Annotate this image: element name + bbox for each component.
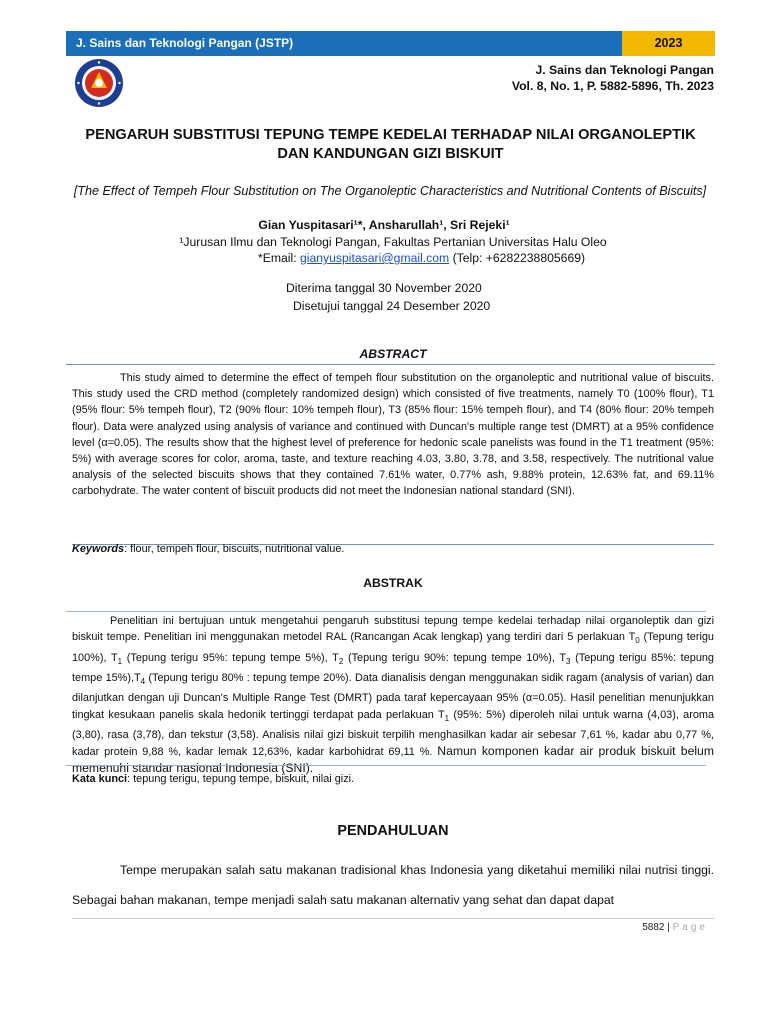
approved-date: Disetujui tanggal 24 Desember 2020 — [293, 299, 491, 313]
affiliation: ¹Jurusan Ilmu dan Teknologi Pangan, Fakultas Pertanian Universitas Halu Oleo — [179, 235, 607, 249]
paper-title — [66, 126, 715, 164]
year-text: 2023 — [654, 36, 683, 50]
kata-kunci-label: Kata kunci — [72, 773, 128, 785]
kata-kunci-line — [72, 773, 354, 785]
abstrak-heading: ABSTRAK — [363, 576, 423, 590]
university-logo — [74, 58, 124, 108]
abstract-body — [72, 370, 714, 500]
introduction-text: Tempe merupakan salah satu makanan tradisional khas Indonesia yang diketahui memiliki nilai nutrisi tinggi. Sebagai bahan makanan, tempe menjadi salah satu makanan alternativ yang sehat dan dapat dapat — [72, 863, 714, 907]
journal-info — [512, 62, 714, 94]
paper-title-line2: DAN KANDUNGAN GIZI BISKUIT — [277, 146, 504, 162]
contact-line — [258, 251, 585, 265]
abstract-heading: ABSTRACT — [359, 347, 427, 361]
abstrak-bottom-rule — [66, 765, 706, 766]
journal-name: J. Sains dan Teknologi Pangan — [535, 63, 714, 77]
author-list: Gian Yuspitasari¹*, Ansharullah¹, Sri Rejeki¹ — [258, 218, 510, 232]
abstract-text: This study aimed to determine the effect of tempeh flour substitution on the organoleptic and nutritional value of biscuits. This study used the CRD method (completely randomized design) which consisted of five treatments, namely T0 (100% flour), T1 (95% flour: 5% tempeh flour), T2 (90% flour: 10% tempeh flour), T3 (85% flour: 15% tempeh flour), and T4 (80% flour: 20% tempeh flour). Data were analyzed using analysis of variance and continued with Duncan's multiple range test (DMRT) at a 95% confidence level (α=0.05). The results show that the highest level of preference for hedonic scale panelists was found in the T1 treatment (95%: 5%) with average scores for color, aroma, taste, and texture reaching 4.03, 3.80, 3.78, and 3.58, respectively. The nutritional value analysis of the selected biscuits shows that they contained 7.61% water, 0.77% ash, 9.88% protein, 12.63% fat, and 69.11% carbohydrate. The water content of biscuit products did not meet the Indonesian national standard (SNI). — [72, 372, 714, 498]
footer-rule — [72, 918, 714, 919]
keywords-label: Keywords — [72, 543, 125, 555]
section-heading-introduction: PENDAHULUAN — [337, 823, 449, 839]
paper-title-english: [The Effect of Tempeh Flour Substitution on The Organoleptic Characteristics and Nutritional Contents of Biscuits] — [73, 184, 707, 198]
page-number-value: 5882 — [642, 922, 665, 933]
page-label: Page — [672, 922, 708, 933]
phone-text: (Telp: +6282238805669) — [449, 251, 586, 265]
journal-header-text: J. Sains dan Teknologi Pangan (JSTP) — [76, 36, 294, 50]
journal-volume: Vol. 8, No. 1, P. 5882-5896, Th. 2023 — [511, 79, 714, 93]
introduction-body — [72, 855, 714, 915]
received-date: Diterima tanggal 30 November 2020 — [286, 281, 482, 295]
paper-title-line1: PENGARUH SUBSTITUSI TEPUNG TEMPE KEDELAI TERHADAP NILAI ORGANOLEPTIK — [85, 127, 696, 143]
journal-header-bar — [66, 31, 622, 56]
abstrak-text: Penelitian ini bertujuan untuk mengetahui pengaruh substitusi tepung tempe kedelai terhadap nilai organoleptik dan gizi biskuit tempe. Penelitian ini menggunakan metodel RAL (Rancangan Acak lengkap) yang terdiri dari 5 perlakuan $T_0$ (Tepung terigu 100%), $T_1$ (Tepung terigu 95%: tepung tempe 5%), $T_2$ (Tepung terigu 90%: tepung tempe 10%), $T_3$ (Tepung terigu 85%: tepung tempe $15\%),T_4$ (Tepung terigu 80% : tepung tempe 20%). Data dianalisis dengan menggunakan sidik ragam (analysis of varian) dan dilanjutkan dengan uji Duncan's Multiple Range Test (DMRT) pada taraf kepercayaan 95% (α=0.05). Hasil penelitian menunjukkan tingkat kesukaan panelis skala hedonik tertinggi terdapat pada perlakuan $T_1$ (95%: 5%) diperoleh nilai untuk warna (4,03), aroma (3,80), rasa (3,78), dan tekstur (3,58). Analisis nilai gizi biskuit terpilih menghasilkan kadar air sebesar 7,61 %, kadar abu 0,77 %, kadar protein 9,88 %, kadar lemak 12,63%, kadar karbohidrat 69,11 %. Namun komponen kadar air produk biskuit belum memenuhi standar nasional Indonesia (SNI). — [72, 615, 715, 776]
keywords-line — [72, 543, 344, 555]
email-label: *Email: — [258, 251, 300, 265]
abstrak-top-rule — [66, 611, 706, 612]
abstrak-body — [72, 613, 714, 778]
email-link[interactable]: gianyuspitasari@gmail.com — [300, 251, 450, 265]
year-badge — [622, 31, 715, 56]
abstract-top-rule — [66, 364, 715, 365]
keywords-text: : flour, tempeh flour, biscuits, nutritional value. — [124, 543, 345, 555]
kata-kunci-text: : tepung terigu, tepung tempe, biskuit, nilai gizi. — [127, 773, 355, 785]
page-number: 5882 | Page — [642, 922, 708, 933]
